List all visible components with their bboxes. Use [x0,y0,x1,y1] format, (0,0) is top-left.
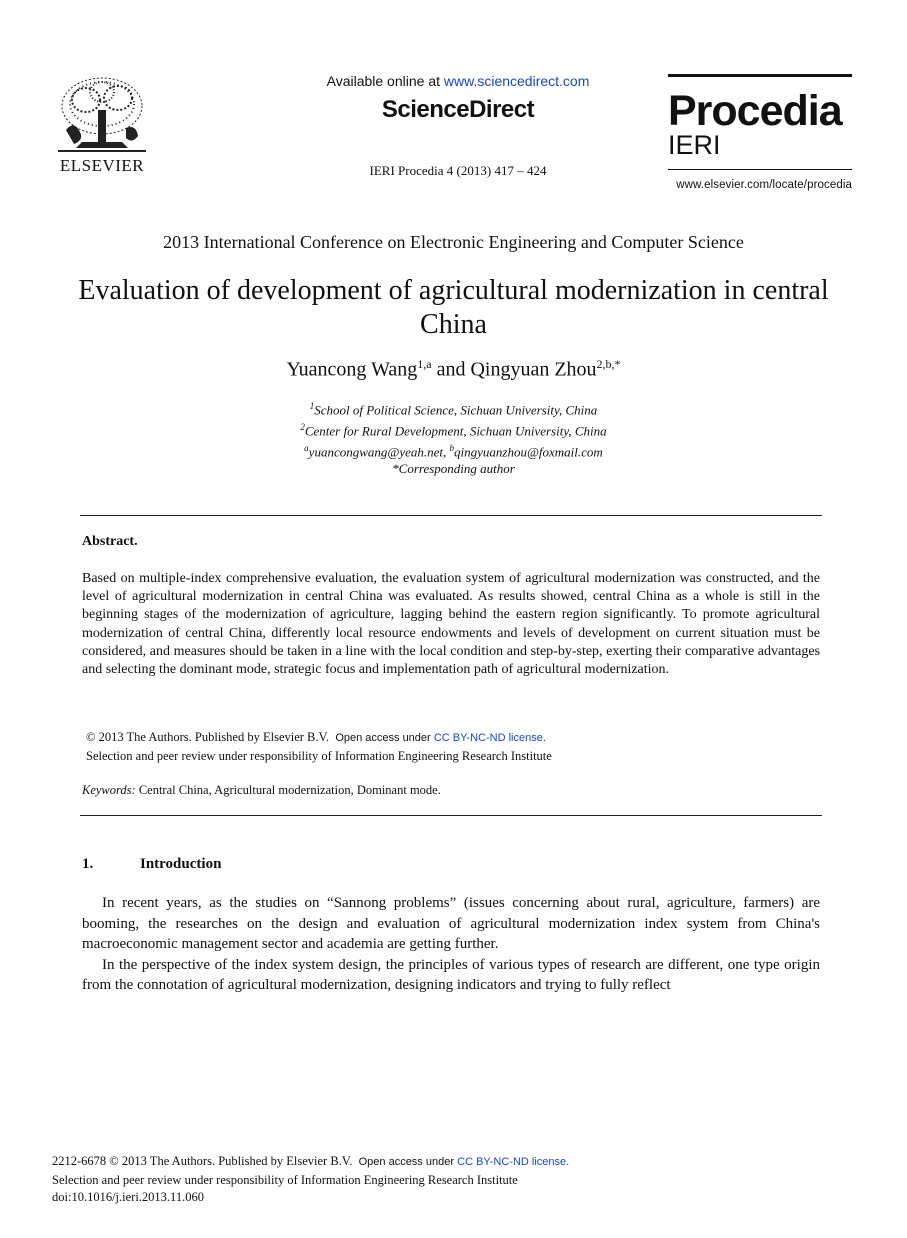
email-line: $^a$yuancongwang@yeah.net, $^b$qingyuanzhou@foxmail.com [304,442,603,459]
author-name: Yuancong Wang [286,358,418,381]
email-marker: a [304,442,309,453]
elsevier-tree-icon [56,72,148,154]
open-access-text: Open access under [335,732,431,744]
publisher-name: ELSEVIER [59,156,145,175]
affiliation-marker: 2 [300,421,305,432]
footer-peer-review: Selection and peer review under responsibility of Information Engineering Research Institute [52,1172,518,1187]
footer-copyright-line [52,1153,569,1172]
author-joiner: and [431,358,471,381]
abstract-body: Based on multiple-index comprehensive evaluation, the evaluation system of agricultural modernization was constructed, and the level of agricultural modernization in central China was evaluated. As results showed, central China as a whole is still in the beginning stages of the modernization of agriculture, lagging behind the eastern region significantly. To promote agricultural modernization of central China, differently local resource endowments and levels of development on current situation must be considered, and measures should be taken in a line with the local condition and step-by-step, exerting their comparative advantages and selecting the dominant mode, strategic focus and implementation path of agricultural modernization. [82,571,820,678]
copyright-block [86,728,552,765]
affiliation-line [40,398,867,419]
affiliation-marker: 1 [309,401,315,411]
keywords-label: Keywords: [82,783,136,797]
introduction-body [82,893,820,996]
procedia-logo [668,74,852,170]
license-link[interactable]: CC BY-NC-ND license. [457,1156,570,1168]
abstract-top-rule [80,515,822,516]
available-prefix: Available online at [326,73,444,89]
license-link[interactable]: CC BY-NC-ND license. [433,732,546,744]
abstract-bottom-rule [80,815,822,816]
corresponding-author: *Corresponding author [392,461,515,477]
copyright-line [86,728,552,747]
sciencedirect-link[interactable]: www.sciencedirect.com [443,73,590,89]
logo-top-rule [668,74,852,77]
affiliations [40,398,867,478]
author-email: yuancongwang@yeah.net [308,443,444,459]
abstract-heading: Abstract. [82,534,138,549]
elsevier-logo [52,72,152,176]
section-heading [82,856,382,873]
author-line [40,357,867,382]
email-marker: b [449,442,455,453]
author-marker: 1,a [417,357,432,371]
keywords-text: Central China, Agricultural modernization, Dominant mode. [138,783,441,797]
paper-title: Evaluation of development of agricultural modernization in central China [78,275,829,340]
section-title: Introduction [140,856,222,872]
peer-review-line: Selection and peer review under responsibility of Information Engineering Research Institute [86,749,552,763]
logo-bottom-rule [668,169,852,170]
author-email: qingyuanzhou@foxmail.com [454,443,603,459]
author-marker: 2,b,* [596,357,621,371]
journal-reference: IERI Procedia 4 (2013) 417 – 424 [369,163,547,178]
ieri-wordmark: IERI [668,130,721,160]
doi[interactable]: doi:10.1016/j.ieri.2013.11.060 [52,1190,204,1204]
journal-url[interactable]: www.elsevier.com/locate/procedia [676,179,852,191]
page-footer [52,1153,569,1207]
section-number: 1. [82,856,94,872]
conference-name: 2013 International Conference on Electronic Engineering and Computer Science [163,232,744,252]
author-name: Qingyuan Zhou [470,358,597,381]
open-access-text: Open access under [358,1156,454,1168]
affiliation-text: School of Political Science, Sichuan University, China [314,402,598,418]
copyright-text: © 2013 The Authors. Published by Elsevier B.V. [86,730,330,744]
paragraph: In the perspective of the index system design, the principles of various types of research are different, one type origin from the connotation of agricultural modernization, designing indicators and trying to fully reflect [82,956,820,993]
issn-copyright: 2212-6678 © 2013 The Authors. Published by Elsevier B.V. [52,1154,353,1168]
procedia-wordmark: Procedia [668,87,842,135]
sciencedirect-wordmark: ScienceDirect [381,96,535,123]
affiliation-line [40,419,867,440]
paragraph: In recent years, as the studies on “Sannong problems” (issues concerning about rural, agriculture, farmers) are booming, the researches on the design and evaluation of agricultural modernization index system from China's macroeconomic management sector and academia are getting further. [82,895,820,952]
affiliation-text: Center for Rural Development, Sichuan University, China [304,423,607,439]
available-online [200,73,716,89]
keywords-line [82,783,441,798]
